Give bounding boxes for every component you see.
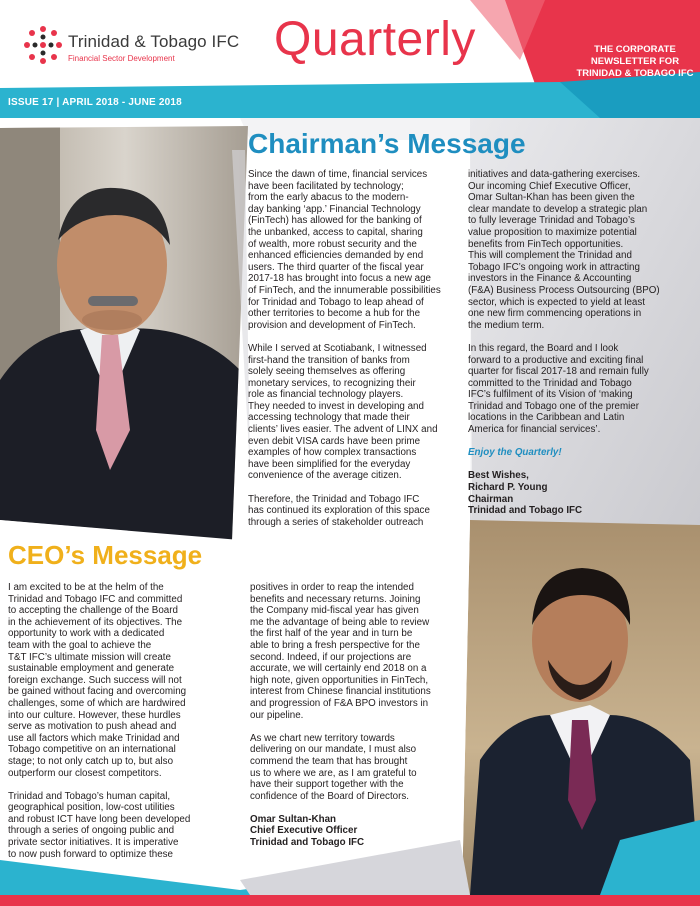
chairman-col1-para2: While I served at Scotiabank, I witnessed first-hand the transition of banks from solely seeing themselves as offering monetary services, to recognizing their role as financial technology players. They needed to invest in developing and accessing technology that made their clients’ lives easier. The advent of LINX and even debit VISA cards have been prime examples of how complex transactions have been simplified for the everyday convenience of the average citizen.	[248, 342, 438, 482]
footer-red	[0, 895, 700, 906]
chairman-col2-para1: initiatives and data-gathering exercises. Our incoming Chief Executive Officer, Omar Sultan-Khan has been given the clear mandate to develop a strategic plan to fully leverage Trinidad and Tobago’s value proposition to maximize potential benefits from FinTech opportunities. This will complement the Trinidad and Tobago IFC’s ongoing work in attracting investors in the Finance & Accounting (F&A) Business Process Outsourcing (BPO) sector, which is expected to yield at least one new firm commencing operations in the medium term.	[468, 169, 660, 331]
ceo-col2-para1: positives in order to reap the intended benefits and necessary returns. Joining the Company mid-fiscal year has given me the advantage of being able to review the first half of the year and in turn be able to bring a fresh perspective for the second. Indeed, if our projections are accurate, we will certainly end 2018 on a high note, given opportunities in FinTech, interest from Chinese financial institutions and progression of F&A BPO investors in our pipeline.	[250, 582, 431, 721]
masthead-subtitle: THE CORPORATE NEWSLETTER FOR TRINIDAD & TOBAGO IFC	[576, 44, 694, 79]
chairman-photo	[0, 120, 250, 540]
ceo-col2-para2: As we chart new territory towards delivering on our mandate, I must also commend the team that has brought us to where we are, as I am grateful to have their support together with the confidence of the Board of Directors.	[250, 732, 417, 802]
masthead-title: Quarterly	[274, 13, 476, 66]
chairman-column-2	[468, 169, 696, 517]
ceo-col1-para2: Trinidad and Tobago’s human capital, geographical position, low-cost utilities and robust ICT have long been developed through a series of ongoing public and private sector initiatives. It is imperative to now push forward to optimize these	[8, 790, 191, 860]
chairman-col1-para3: Therefore, the Trinidad and Tobago IFC has continued its exploration of this space through a series of stakeholder outreach	[248, 493, 430, 528]
chairman-closing: Enjoy the Quarterly!	[468, 447, 562, 459]
chairman-heading: Chairman’s Message	[248, 128, 526, 159]
chairman-col2-para2: In this regard, the Board and I look forward to a productive and exciting final quarter for fiscal 2017-18 and remain fully committed to the Trinidad and Tobago IFC’s fulfilment of its Vision of ‘making Trinidad and Tobago one of the premier locations in the Caribbean and Latin America for financial services’.	[468, 342, 649, 436]
chairman-col1-para1: Since the dawn of time, financial services have been facilitated by technology; from the early abacus to the modern- day banking ‘app.’ Financial Technology (FinTech) has allowed for the banking of the unbanked, access to capital, sharing of wealth, more robust security and the enhanced efficiencies demanded by end users. The third quarter of the fiscal year 2017-18 has brought into focus a new age of FinTech, and the innumerable possibilities for Trinidad and Tobago to leap ahead of other territories to become a hub for the provision and development of FinTech.	[248, 169, 441, 331]
ceo-signature: Omar Sultan-Khan Chief Executive Officer Trinidad and Tobago IFC	[250, 813, 365, 849]
ceo-col1-para1: I am excited to be at the helm of the Trinidad and Tobago IFC and committed to accepting the challenge of the Board in the achievement of its objectives. The opportunity to work with a dedicated team with the goal to achieve the T&T IFC’s ultimate mission will create sustainable employment and generate foreign exchange. Such success will not be gained without facing and overcoming challenges, some of which are hardwired into our culture. However, these hurdles serve as motivation to push ahead and use all factors which make Trinidad and Tobago competitive on an international stage; to not only catch up to, but also outperform our closest competitors.	[8, 582, 187, 779]
chairman-signature: Best Wishes, Richard P. Young Chairman Trinidad and Tobago IFC	[468, 470, 583, 517]
issue-label: ISSUE 17 | APRIL 2018 - JUNE 2018	[8, 97, 182, 108]
ceo-column-1	[8, 582, 240, 860]
chairman-column-1	[248, 169, 470, 528]
ceo-heading: CEO’s Message	[8, 540, 203, 570]
brand-name: Trinidad & Tobago IFC	[68, 32, 240, 51]
ifc-logo-icon	[22, 24, 64, 66]
brand-tagline: Financial Sector Development	[68, 54, 175, 63]
ceo-column-2	[250, 582, 465, 849]
